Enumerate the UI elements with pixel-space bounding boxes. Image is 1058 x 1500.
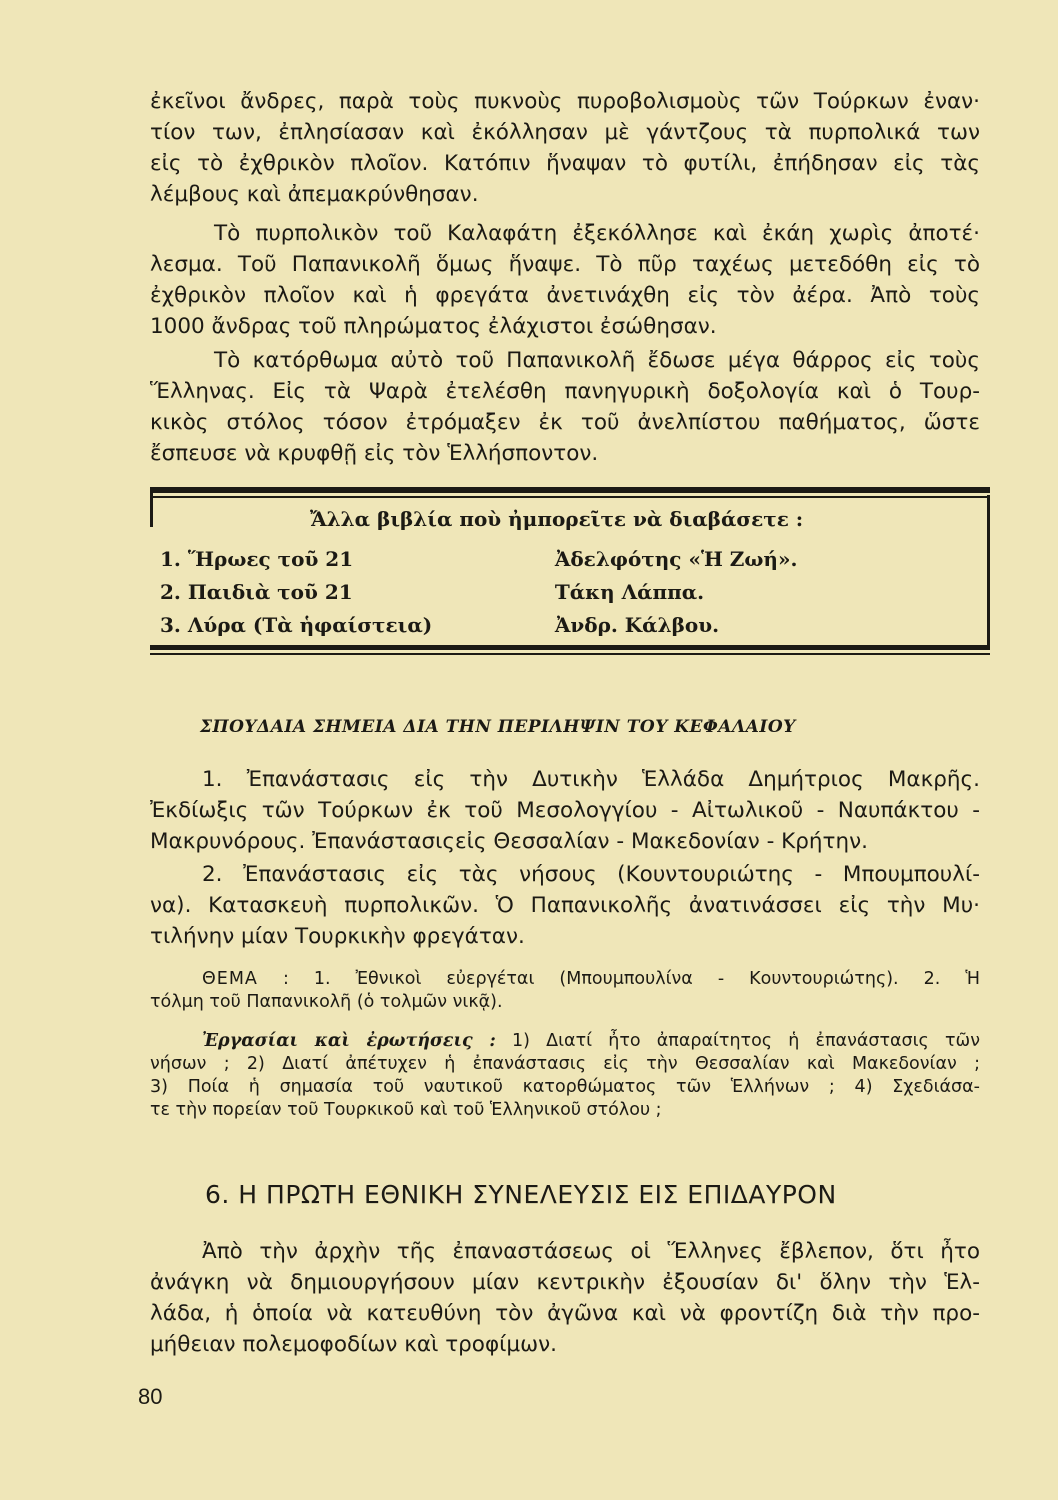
text-line: τίον των, ἐπλησίασαν καὶ ἐκόλλησαν μὲ γάντζους τὰ πυρπολικά των xyxy=(150,120,980,145)
box-border-top xyxy=(150,487,990,493)
other-books-heading: Ἄλλα βιβλία ποὺ ἠμπορεῖτε νὰ διαβάσετε : xyxy=(310,507,804,531)
exercises-block xyxy=(150,1030,980,1122)
theme-label: ΘΕΜΑ xyxy=(202,969,258,989)
book-author: Ἀδελφότης «Ἡ Ζωή». xyxy=(554,547,798,571)
text-line: Ἀπὸ τὴν ἀρχὴν τῆς ἐπαναστάσεως οἱ Ἕλληνες ἔβλεπον, ὅτι ἦτο xyxy=(202,1239,980,1264)
text-line: λάδα, ἡ ὁποία νὰ κατευθύνη τὸν ἀγῶνα καὶ νὰ φροντίζη διὰ τὴν προ- xyxy=(150,1301,980,1326)
box-border-left xyxy=(150,487,153,527)
text-line: 3) Ποία ἡ σημασία τοῦ ναυτικοῦ κατορθώματος τῶν Ἑλλήνων ; 4) Σχεδιάσα- xyxy=(150,1077,980,1097)
section-paragraph xyxy=(150,1236,980,1360)
theme-block xyxy=(150,968,980,1014)
paragraph-2 xyxy=(150,218,980,342)
text-line: Ἕλληνας. Εἰς τὰ Ψαρὰ ἐτελέσθη πανηγυρικὴ δοξολογία καὶ ὁ Τουρ- xyxy=(150,379,980,404)
text-line: να). Κατασκευὴ πυρπολικῶν. Ὁ Παπανικολῆς ἀνατινάσσει εἰς τὴν Μυ· xyxy=(150,893,980,918)
book-author: Ἀνδρ. Κάλβου. xyxy=(554,613,720,637)
text-line: Μακρυνόρους. Ἐπανάστασιςεἰς Θεσσαλίαν - Μακεδονίαν - Κρήτην. xyxy=(150,829,868,854)
book-number: 3. xyxy=(160,613,181,637)
key-points-heading: ΣΠΟΥΔΑΙΑ ΣΗΜΕΙΑ ΔΙΑ ΤΗΝ ΠΕΡΙΛΗΨΙΝ ΤΟΥ ΚΕΦΑΛΑΙΟΥ xyxy=(200,717,796,737)
book-row xyxy=(160,613,719,637)
box-border-top-thin xyxy=(150,496,990,498)
key-point-2 xyxy=(150,859,980,952)
book-title: Ἥρωες τοῦ 21 xyxy=(187,547,354,571)
text-line xyxy=(150,1030,980,1053)
text-line: λεσμα. Τοῦ Παπανικολῆ ὅμως ἥναψε. Τὸ πῦρ ταχέως μετεδόθη εἰς τὸ xyxy=(150,252,980,277)
text-line: 2. Ἐπανάστασις εἰς τὰς νήσους (Κουντουριώτης - Μπουμπουλί- xyxy=(202,862,980,887)
section-title: 6. Η ΠΡΩΤΗ ΕΘΝΙΚΗ ΣΥΝΕΛΕΥΣΙΣ ΕΙΣ ΕΠΙΔΑΥΡΟΝ xyxy=(205,1180,837,1209)
box-border-bottom xyxy=(150,645,990,650)
text-line: τε τὴν πορείαν τοῦ Τουρκικοῦ καὶ τοῦ Ἑλληνικοῦ στόλου ; xyxy=(150,1100,662,1120)
book-row xyxy=(160,580,704,604)
book-title: Παιδιὰ τοῦ 21 xyxy=(187,580,353,604)
text-line: Τὸ κατόρθωμα αὐτὸ τοῦ Παπανικολῆ ἔδωσε μέγα θάρρος εἰς τοὺς xyxy=(214,348,980,373)
book-number: 1. xyxy=(160,547,181,571)
book-author: Τάκη Λάππα. xyxy=(554,580,705,604)
book-title: Λύρα (Τὰ ἡφαίστεια) xyxy=(187,613,433,637)
box-border-right xyxy=(987,495,990,650)
text-line: λέμβους καὶ ἀπεμακρύνθησαν. xyxy=(150,182,479,207)
book-row xyxy=(160,547,797,571)
paragraph-3 xyxy=(150,345,980,469)
text-line: Ἐκδίωξις τῶν Τούρκων ἐκ τοῦ Μεσολογγίου - Αἰτωλικοῦ - Ναυπάκτου - xyxy=(150,798,980,823)
text-line: τόλμη τοῦ Παπανικολῆ (ὁ τολμῶν νικᾷ). xyxy=(150,992,503,1012)
page-number: 80 xyxy=(138,1384,163,1409)
book-number: 2. xyxy=(160,580,181,604)
box-border-bottom-thin xyxy=(150,653,990,655)
text-line: 1. Ἐπανάστασις εἰς τὴν Δυτικὴν Ἑλλάδα Δημήτριος Μακρῆς. xyxy=(202,767,980,792)
text-line: μήθειαν πολεμοφοδίων καὶ τροφίμων. xyxy=(150,1332,557,1357)
key-point-1 xyxy=(150,764,980,857)
other-books-box xyxy=(150,487,988,665)
text-line: 1000 ἄνδρας τοῦ πληρώματος ἐλάχιστοι ἐσώθησαν. xyxy=(150,314,717,339)
text-line: ἀνάγκη νὰ δημιουργήσουν μίαν κεντρικὴν ἐξουσίαν δι' ὅλην τὴν Ἑλ- xyxy=(150,1270,980,1295)
exercises-text: 1) Διατί ἦτο ἀπαραίτητος ἡ ἐπανάστασις τῶν xyxy=(512,1031,980,1051)
text-line: τιλήνην μίαν Τουρκικὴν φρεγάταν. xyxy=(150,924,525,949)
text-line xyxy=(150,968,980,991)
text-line: Τὸ πυρπολικὸν τοῦ Καλαφάτη ἐξεκόλλησε καὶ ἐκάη χωρὶς ἀποτέ· xyxy=(214,221,980,246)
text-line: ἔσπευσε νὰ κρυφθῇ εἰς τὸν Ἑλλήσποντον. xyxy=(150,441,599,466)
text-line: κικὸς στόλος τόσον ἐτρόμαξεν ἐκ τοῦ ἀνελπίστου παθήματος, ὥστε xyxy=(150,410,980,435)
text-line: ἐκεῖνοι ἄνδρες, παρὰ τοὺς πυκνοὺς πυροβολισμοὺς τῶν Τούρκων ἐναν· xyxy=(150,89,980,114)
intro-paragraph xyxy=(150,86,980,210)
text-line: εἰς τὸ ἐχθρικὸν πλοῖον. Κατόπιν ἥναψαν τὸ φυτίλι, ἐπήδησαν εἰς τὰς xyxy=(150,151,980,176)
text-line: ἐχθρικὸν πλοῖον καὶ ἡ φρεγάτα ἀνετινάχθη εἰς τὸν ἀέρα. Ἀπὸ τοὺς xyxy=(150,283,980,308)
text-line: νήσων ; 2) Διατί ἀπέτυχεν ἡ ἐπανάστασις εἰς τὴν Θεσσαλίαν καὶ Μακεδονίαν ; xyxy=(150,1054,980,1074)
exercises-label: Ἐργασίαι καὶ ἐρωτήσεις : xyxy=(202,1031,496,1051)
theme-text: : 1. Ἐθνικοὶ εὐεργέται (Μπουμπουλίνα - Κουντουριώτης). 2. Ἡ xyxy=(282,969,980,989)
